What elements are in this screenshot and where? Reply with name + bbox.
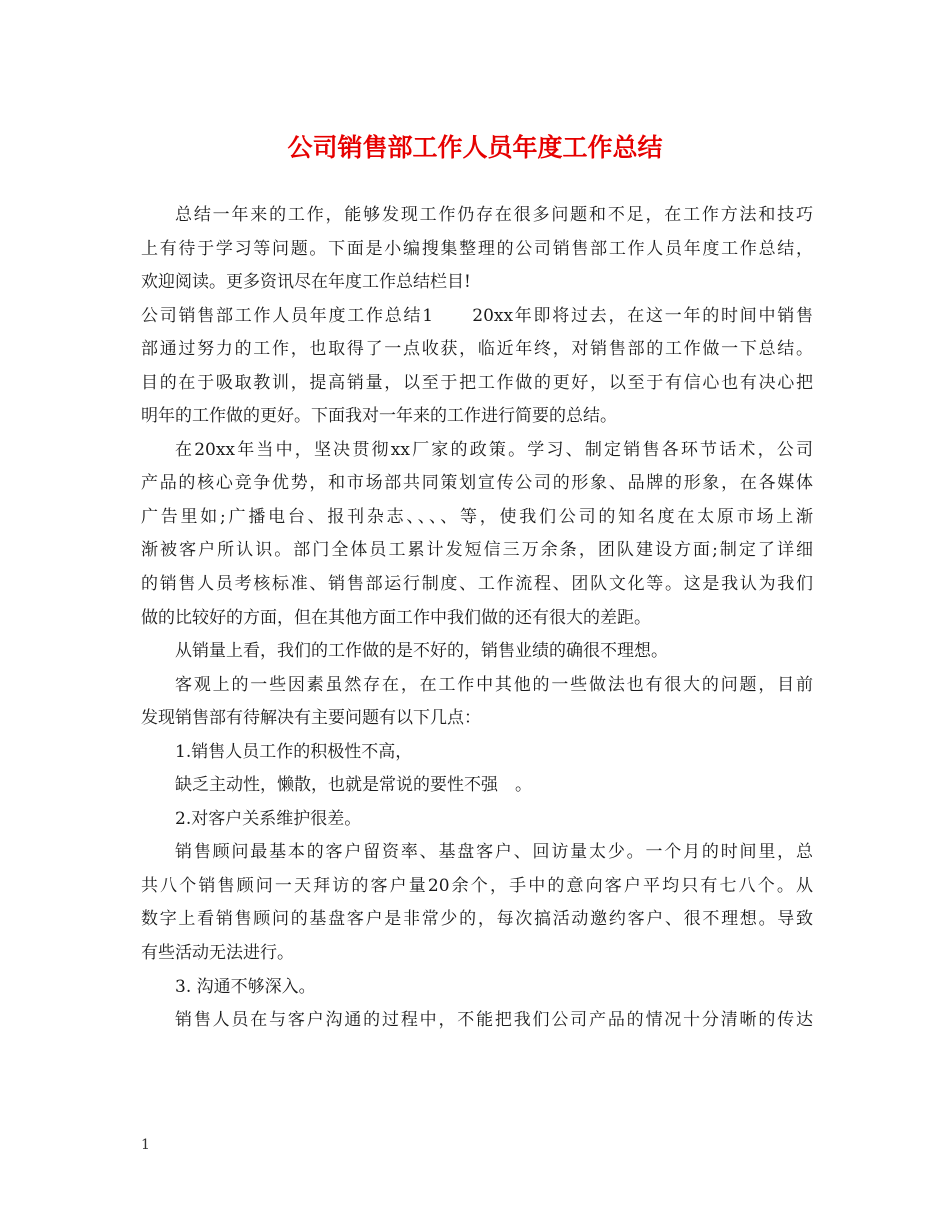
body-line: 上有待于学习等问题。下面是小编搜集整理的公司销售部工作人员年度工作总结，: [141, 238, 813, 259]
body-line: 公司销售部工作人员年度工作总结1 20xx年即将过去，在这一年的时间中销售: [141, 305, 813, 326]
body-line: 在20xx年当中，坚决贯彻xx厂家的政策。学习、制定销售各环节话术，公司: [175, 439, 813, 460]
body-line: 数字上看销售顾问的基盘客户是非常少的，每次搞活动邀约客户、很不理想。导致: [141, 909, 813, 930]
body-line: 产品的核心竞争优势，和市场部共同策划宣传公司的形象、品牌的形象，在各媒体: [141, 473, 813, 494]
body-line: 欢迎阅读。更多资讯尽在年度工作总结栏目!: [141, 272, 471, 293]
body-line: 的销售人员考核标准、销售部运行制度、工作流程、团队文化等。这是我认为我们: [141, 574, 813, 595]
body-line: 2.对客户关系维护很差。: [175, 808, 362, 829]
body-line: 从销量上看，我们的工作做的是不好的，销售业绩的确很不理想。: [175, 641, 668, 662]
page-number: 1: [141, 1137, 150, 1153]
body-line: 销售顾问最基本的客户留资率、基盘客户、回访量太少。一个月的时间里，总: [175, 842, 813, 863]
body-line: 客观上的一些因素虽然存在，在工作中其他的一些做法也有很大的问题，目前: [175, 674, 813, 695]
document-title: 公司销售部工作人员年度工作总结: [287, 133, 663, 162]
body-line: 做的比较好的方面，但在其他方面工作中我们做的还有很大的差距。: [141, 607, 651, 628]
body-line: 销售人员在与客户沟通的过程中，不能把我们公司产品的情况十分清晰的传达: [175, 1010, 813, 1031]
body-line: 共八个销售顾问一天拜访的客户量20余个，手中的意向客户平均只有七八个。从: [141, 875, 813, 896]
body-line: 发现销售部有待解决有主要问题有以下几点：: [141, 708, 481, 729]
body-line: 明年的工作做的更好。下面我对一年来的工作进行简要的总结。: [141, 406, 617, 427]
document-body: [141, 200, 813, 1039]
body-line: 3. 沟通不够深入。: [175, 976, 316, 997]
body-line: 渐被客户所认识。部门全体员工累计发短信三万余条，团队建设方面;制定了详细: [141, 540, 813, 561]
body-line: 广告里如;广播电台、报刊杂志、、、、等，使我们公司的知名度在太原市场上渐: [141, 506, 813, 527]
body-line: 缺乏主动性，懒散，也就是常说的要性不强 。: [175, 775, 532, 796]
body-line: 目的在于吸取教训，提高销量，以至于把工作做的更好，以至于有信心也有决心把: [141, 372, 813, 393]
body-line: 有些活动无法进行。: [141, 943, 294, 964]
body-line: 1.销售人员工作的积极性不高，: [175, 741, 413, 762]
body-line: 总结一年来的工作，能够发现工作仍存在很多问题和不足，在工作方法和技巧: [175, 205, 813, 225]
body-line: 部通过努力的工作，也取得了一点收获，临近年终，对销售部的工作做一下总结。: [141, 339, 813, 360]
